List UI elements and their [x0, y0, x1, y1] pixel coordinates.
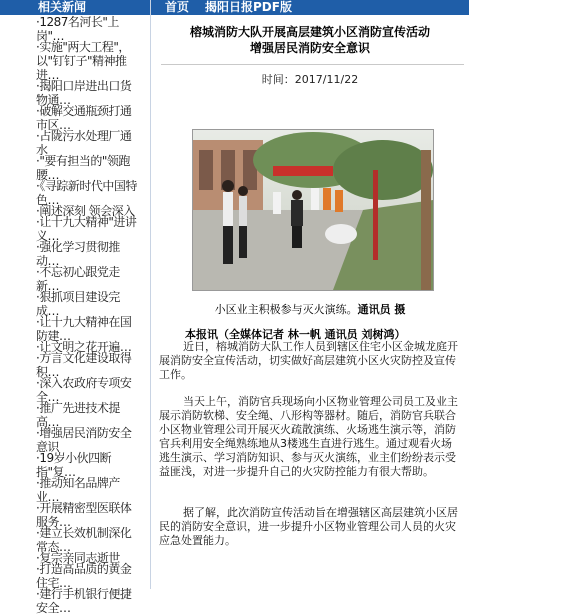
related-news-link[interactable]: ·建行手机银行便捷安全…	[36, 587, 132, 615]
related-news-link[interactable]: ·狠抓项目建设完成…	[36, 290, 120, 318]
related-news-link[interactable]: ·不忘初心跟党走 新…	[36, 265, 120, 293]
article-photo	[192, 129, 434, 291]
related-news-link[interactable]: ·19岁小伙四断指"复…	[36, 451, 112, 479]
related-news-link[interactable]: ·占陇污水处理厂通水	[36, 129, 132, 157]
related-news-link[interactable]: ·让十九大精神在国防建…	[36, 315, 132, 343]
related-news-link[interactable]: ·《寻踪新时代中国特色…	[36, 179, 137, 207]
nav-home-link[interactable]: 首页	[165, 0, 190, 14]
related-news-link[interactable]: ·增强居民消防安全意识	[36, 426, 132, 454]
related-news-link[interactable]: ·推动知名品牌产业…	[36, 476, 120, 504]
related-news-link[interactable]: ·破解交通瓶颈打通市区…	[36, 104, 132, 132]
related-news-item	[36, 451, 138, 479]
article-paragraph-2: 当天上午，消防官兵现场向小区物业管理公司员工及业主展示消防软梯、安全绳、八形构等器材。随后，消防官兵联合小区物业管理公司开展灭火疏散演练、火场逃生演示等，消防官兵利用安全绳熟练地从3楼逃生直进行逃生。通过观看火场逃生演示、学习消防知识、参与灭火演练，业主们纷纷表示受益匪浅，对进一步提升自己的火灾防控能力有很大帮助。	[159, 395, 458, 478]
sidebar	[0, 0, 150, 615]
article-byline: 本报讯（全媒体记者 林一帆 通讯员 刘树鸿）	[185, 328, 406, 341]
sidebar-header: 相关新闻	[0, 0, 150, 15]
related-news-link[interactable]: ·开展精密型医联体服务…	[36, 501, 132, 529]
related-news-item	[36, 401, 138, 429]
related-news-item	[36, 215, 138, 243]
article-paragraph-1: 近日，榕城消防大队工作人员到辖区住宅小区金城龙庭开展消防安全宣传活动，切实做好高层建筑小区火灾防控及宣传工作。	[159, 340, 458, 381]
photo-caption: 小区业主积极参与灭火演练。	[214, 303, 358, 316]
related-news-item	[36, 104, 138, 132]
related-news-link[interactable]: ·"要有担当的"领跑腰…	[36, 154, 130, 182]
related-news-item	[36, 587, 138, 615]
related-news-item	[36, 290, 138, 318]
related-news-item	[36, 526, 138, 554]
related-news-item	[36, 79, 138, 107]
related-news-item	[36, 179, 138, 207]
related-news-item	[36, 40, 138, 82]
related-news-link[interactable]: ·深入农政府专项安全…	[36, 376, 132, 404]
article-paragraph-3: 据了解，此次消防宣传活动旨在增强辖区高层建筑小区居民的消防安全意识，进一步提升小区物业管理公司人员的火灾应急处置能力。	[159, 506, 458, 547]
date-value: 2017/11/22	[294, 73, 359, 86]
related-news-list	[36, 15, 138, 615]
date-line	[151, 71, 469, 87]
related-news-link[interactable]: ·让十九大精神"进讲义…	[36, 215, 137, 243]
related-news-item	[36, 426, 138, 454]
related-news-link[interactable]: ·阐述深刻 领会深入	[36, 204, 135, 218]
nav-pdf-link[interactable]: 揭阳日报PDF版	[205, 0, 292, 14]
related-news-item	[36, 376, 138, 404]
photo-caption-line	[151, 301, 469, 317]
top-nav-bar	[151, 0, 469, 15]
related-news-item	[36, 129, 138, 157]
title-divider	[161, 64, 464, 65]
related-news-item	[36, 315, 138, 343]
related-news-item	[36, 351, 138, 379]
related-news-item	[36, 501, 138, 529]
related-news-item	[36, 154, 138, 182]
related-news-item	[36, 15, 138, 43]
article-title-line2: 增强居民消防安全意识	[249, 41, 370, 55]
related-news-item	[36, 240, 138, 268]
related-news-link[interactable]: ·实施"两大工程"，以"钉钉子"精神推进…	[36, 40, 130, 82]
related-news-link[interactable]: ·打造高品质的黄金住宅…	[36, 562, 132, 590]
date-label: 时间：	[261, 73, 295, 86]
related-news-link[interactable]: ·强化学习贯彻推动…	[36, 240, 120, 268]
related-news-link[interactable]: ·揭阳口岸进出口货物通…	[36, 79, 132, 107]
related-news-link[interactable]: ·1287名河长"上岗"…	[36, 15, 119, 43]
photo-credit: 通讯员 摄	[357, 303, 406, 316]
related-news-link[interactable]: ·复宗亲同志逝世	[36, 551, 120, 565]
related-news-link[interactable]: ·方言文化建设取得积…	[36, 351, 132, 379]
related-news-item	[36, 265, 138, 293]
related-news-item	[36, 476, 138, 504]
related-news-item	[36, 562, 138, 590]
article-title-line1: 榕城消防大队开展高层建筑小区消防宣传活动	[189, 25, 430, 39]
related-news-link[interactable]: ·推广先进技术提高…	[36, 401, 120, 429]
article	[151, 15, 469, 589]
related-news-link[interactable]: ·让文明之花开遍…	[36, 340, 132, 354]
related-news-link[interactable]: ·建立长效机制深化常态…	[36, 526, 132, 554]
